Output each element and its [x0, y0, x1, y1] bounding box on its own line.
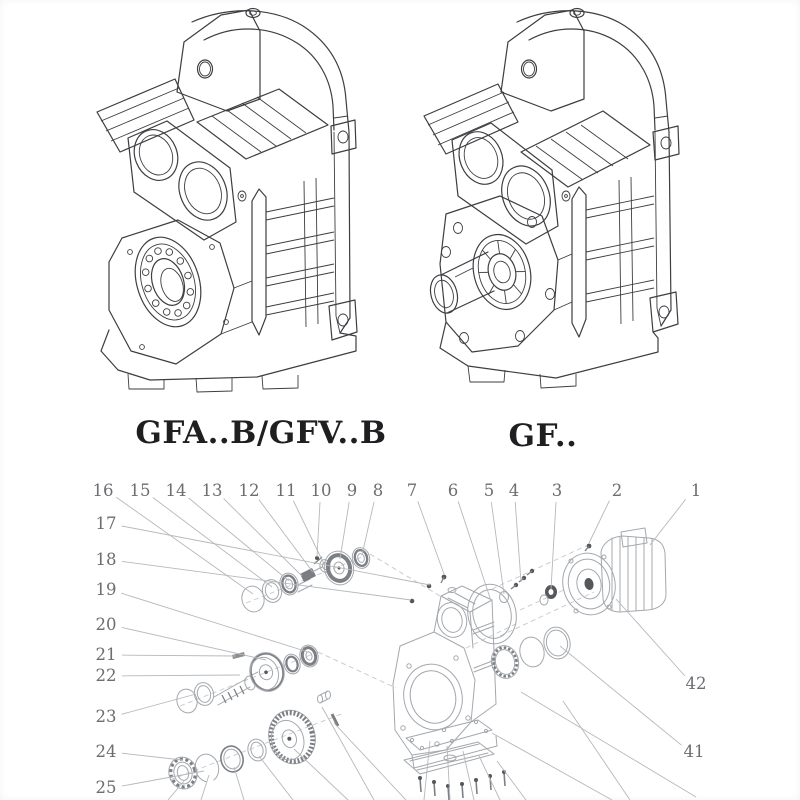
output-gear [263, 705, 321, 769]
part-callout-1: 1 [690, 480, 702, 500]
part-callout-23: 23 [95, 706, 117, 726]
housing-cover-parts [404, 720, 506, 800]
oil-seal [218, 744, 246, 775]
part-callout-19: 19 [95, 579, 117, 599]
gear-housing [393, 575, 497, 768]
caption-left-model: GFA..B/GFV..B [135, 415, 387, 451]
caption-right-model: GF.. [508, 418, 578, 454]
input-bore-upper [127, 123, 185, 187]
part-callout-16: 16 [92, 480, 114, 500]
part-callout-22: 22 [95, 665, 117, 685]
output-bearing-hub [465, 228, 539, 316]
part-callout-7: 7 [406, 480, 418, 500]
gear [246, 649, 289, 695]
cutoff-leader-lines [168, 692, 696, 800]
callout-leader-lines [116, 497, 685, 786]
output-shaft [426, 252, 494, 316]
part-callout-18: 18 [95, 549, 117, 569]
part-callout-2: 2 [611, 480, 623, 500]
part-callout-4: 4 [508, 480, 520, 500]
part-callout-42: 42 [685, 673, 707, 693]
fastener-set [500, 544, 592, 605]
part-callout-5: 5 [483, 480, 495, 500]
gearbox-hollow-shaft-drawing [97, 9, 357, 393]
part-callout-6: 6 [447, 480, 459, 500]
part-callout-10: 10 [310, 480, 332, 500]
part-callout-41: 41 [683, 741, 705, 761]
input-bore-lower [493, 159, 559, 234]
part-callout-13: 13 [201, 480, 223, 500]
part-callout-14: 14 [165, 480, 187, 500]
hollow-shaft-bearing [124, 229, 211, 336]
part-callout-8: 8 [372, 480, 384, 500]
part-callout-15: 15 [129, 480, 151, 500]
motor [557, 528, 666, 620]
part-callout-20: 20 [95, 614, 117, 634]
gearbox-solid-shaft-drawing [424, 9, 679, 389]
snap-ring [517, 635, 547, 669]
part-callout-11: 11 [275, 480, 297, 500]
part-callout-17: 17 [95, 513, 117, 533]
intermediate-shaft-assembly [174, 643, 320, 715]
part-callout-9: 9 [346, 480, 358, 500]
exploded-view-drawing [165, 528, 666, 800]
part-callout-12: 12 [238, 480, 260, 500]
part-callout-3: 3 [551, 480, 563, 500]
output-shaft-parts [165, 691, 338, 792]
part-callout-21: 21 [95, 644, 117, 664]
retaining-ring [541, 625, 573, 662]
part-callout-24: 24 [95, 741, 117, 761]
part-callout-25: 25 [95, 777, 117, 797]
bearing [488, 643, 521, 681]
